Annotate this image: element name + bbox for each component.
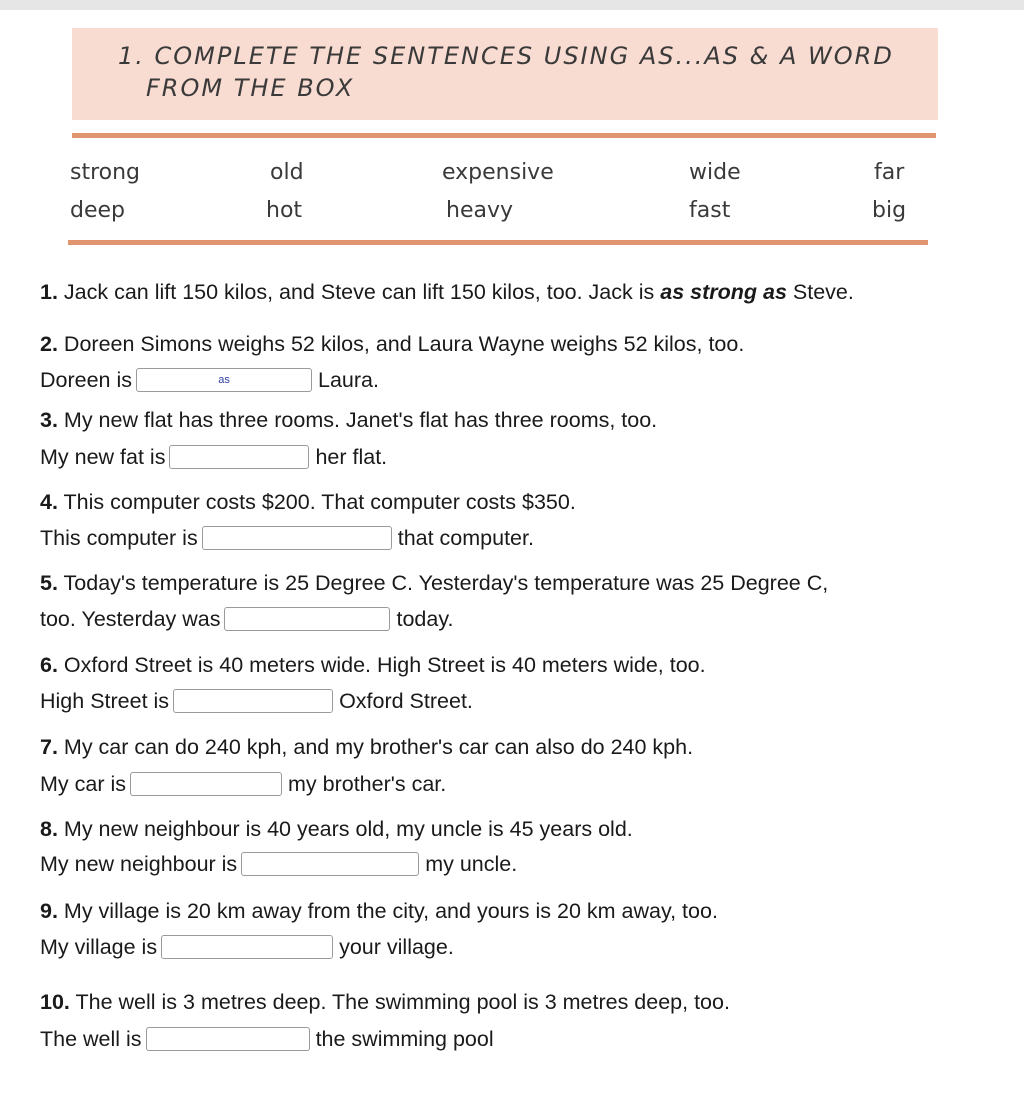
word-strong: strong	[70, 160, 141, 185]
answer-input-3[interactable]	[169, 445, 309, 469]
example-sentence	[40, 278, 854, 306]
word-heavy: heavy	[446, 198, 513, 223]
question-10	[40, 988, 730, 1016]
word-expensive: expensive	[442, 160, 554, 185]
answer-prefix: My new fat is	[40, 445, 166, 469]
answer-line-4	[40, 524, 534, 552]
answer-line-10	[40, 1025, 494, 1053]
answer-prefix: The well is	[40, 1027, 142, 1051]
question-sentence: My new neighbour is 40 years old, my uncle is 45 years old.	[63, 817, 633, 841]
title-line-2: FROM THE BOX	[146, 74, 355, 102]
answer-prefix: My village is	[40, 935, 158, 959]
answer-suffix: today.	[396, 607, 454, 631]
word-big: big	[872, 198, 907, 223]
answer-prefix: This computer is	[40, 526, 198, 550]
answer-suffix: your village.	[339, 935, 454, 959]
question-sentence: Doreen Simons weighs 52 kilos, and Laura Wayne weighs 52 kilos, too.	[63, 332, 745, 356]
top-bar	[0, 0, 1024, 10]
question-6	[40, 651, 706, 679]
question-number: 3.	[40, 408, 58, 432]
answer-suffix: the swimming pool	[315, 1027, 494, 1051]
answer-input-6[interactable]	[173, 689, 333, 713]
answer-suffix: Oxford Street.	[339, 689, 473, 713]
question-number: 10.	[40, 990, 70, 1014]
answer-prefix: My new neighbour is	[40, 852, 238, 876]
question-sentence: Today's temperature is 25 Degree C. Yesterday's temperature was 25 Degree C,	[63, 571, 829, 595]
question-sentence: My new flat has three rooms. Janet's flat has three rooms, too.	[63, 408, 658, 432]
answer-input-5[interactable]	[224, 607, 390, 631]
question-number: 4.	[40, 490, 58, 514]
answer-line-3	[40, 443, 387, 471]
word-old: old	[270, 160, 304, 185]
answer-input-10[interactable]	[146, 1027, 310, 1051]
answer-suffix: that computer.	[397, 526, 534, 550]
word-fast: fast	[689, 198, 731, 223]
answer-prefix: Doreen is	[40, 368, 133, 392]
question-sentence: This computer costs $200. That computer costs $350.	[63, 490, 576, 514]
question-5	[40, 569, 828, 597]
answer-input-4[interactable]	[202, 526, 392, 550]
question-number: 9.	[40, 899, 58, 923]
answer-suffix: her flat.	[315, 445, 388, 469]
exercise-title	[118, 40, 918, 104]
word-box-bottom-rule	[68, 240, 928, 245]
answer-prefix: High Street is	[40, 689, 170, 713]
question-sentence: Oxford Street is 40 meters wide. High Street is 40 meters wide, too.	[63, 653, 706, 677]
question-4	[40, 488, 576, 516]
question-number: 6.	[40, 653, 58, 677]
example-text-after: Steve.	[786, 280, 854, 304]
question-sentence: My car can do 240 kph, and my brother's car can also do 240 kph.	[63, 735, 694, 759]
question-2	[40, 330, 744, 358]
word-far: far	[874, 160, 905, 185]
answer-input-2[interactable]: as	[136, 368, 312, 392]
question-7	[40, 733, 693, 761]
answer-suffix: my brother's car.	[288, 772, 447, 796]
answer-line-5	[40, 605, 453, 633]
question-3	[40, 406, 657, 434]
answer-line-2	[40, 366, 379, 394]
question-8	[40, 815, 633, 843]
word-wide: wide	[689, 160, 741, 185]
answer-input-9[interactable]	[161, 935, 333, 959]
question-number: 1.	[40, 280, 58, 304]
answer-suffix: Laura.	[318, 368, 379, 392]
title-line-1: 1. COMPLETE THE SENTENCES USING AS...AS & A WORD	[118, 42, 894, 70]
question-number: 8.	[40, 817, 58, 841]
word-deep: deep	[70, 198, 125, 223]
example-answer: as strong as	[660, 280, 787, 304]
answer-line-9	[40, 933, 454, 961]
answer-suffix: my uncle.	[425, 852, 518, 876]
answer-line-7	[40, 770, 446, 798]
answer-prefix: too. Yesterday was	[40, 607, 221, 631]
question-sentence: My village is 20 km away from the city, and yours is 20 km away, too.	[63, 899, 718, 923]
question-sentence: The well is 3 metres deep. The swimming pool is 3 metres deep, too.	[75, 990, 730, 1014]
word-box-top-rule	[72, 133, 936, 138]
question-9	[40, 897, 718, 925]
question-number: 5.	[40, 571, 58, 595]
answer-line-6	[40, 687, 473, 715]
question-number: 7.	[40, 735, 58, 759]
answer-line-8	[40, 850, 517, 878]
example-text-before: Jack can lift 150 kilos, and Steve can lift 150 kilos, too. Jack is	[63, 280, 661, 304]
question-number: 2.	[40, 332, 58, 356]
word-hot: hot	[266, 198, 303, 223]
answer-input-7[interactable]	[130, 772, 282, 796]
answer-prefix: My car is	[40, 772, 126, 796]
answer-input-8[interactable]	[241, 852, 419, 876]
